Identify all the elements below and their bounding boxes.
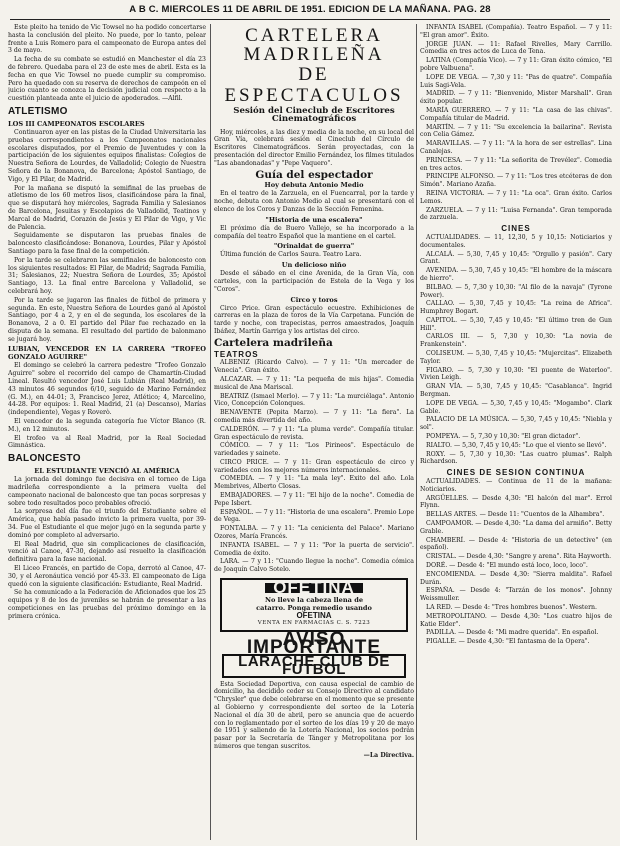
guide-item-text: En el teatro de la Zarzuela, en el Fuencarral, por la tarde y noche, debuta con Antonio Medio al cual se presentará con el elenco de los Coros y Danzas de la Sección Femenina.	[214, 190, 414, 213]
paragraph: Hoy, miércoles, a las diez y media de la noche, en su local del Gran Vía, celebrará sesión el Cineclub del Círculo de Escritores Cinematográficos. Serán proyectadas, con la presentación del director Emilio Fernández, los filmes titulados "Las abandonadas" y "Pepe Vaquero".	[214, 128, 414, 167]
guide-item-heading: Hoy debuta Antonio Medio	[264, 181, 364, 190]
listing-item: MARAVILLAS. — 7 y 11: "A la hora de ser estrellas". Lina Canalejas.	[420, 140, 612, 155]
subheading: LOS III CAMPEONATOS ESCOLARES	[8, 119, 145, 128]
listing-item: CARLOS III. — 5, 7,30 y 10,30: "La novia de Frankenstein".	[420, 333, 612, 349]
listing-item: METROPOLITANO. — Desde 4,30: "Los cuatro hijos de Katie Elder".	[420, 612, 612, 628]
listing-item: FIGARO. — 5, 7,30 y 10,30: "El puente de Waterloo". Vivien Leigh.	[420, 366, 612, 382]
listing-item: ESPAÑOL. — 7 y 11: "Historia de una escalera". Premio Lope de Vega.	[214, 508, 414, 524]
listing-item: AVENIDA. — 5,30, 7,45 y 10,45: "El hombre de la máscara de hierro".	[420, 267, 612, 282]
guide-item-heading: Un delicioso niño	[281, 261, 347, 270]
ad-brand-repeat: OFETINA	[296, 610, 332, 620]
listing-item: BENAVENTE (Pepita Marzo). — 7 y 11: "La fiera". La comedia más divertida del año.	[214, 409, 414, 424]
section-heading-atletismo: ATLETISMO	[8, 105, 68, 117]
listing-item: MADRID. — 7 y 11: "Bienvenido, Mister Marshall". Gran éxito popular.	[420, 90, 612, 106]
ad-brand: OFETINA	[265, 583, 363, 593]
listing-item: ALCAZAR. — 7 y 11: "La pequeña de mis hijas". Comedia musical de Ana Mariscal.	[214, 375, 414, 391]
ad-small-print: VENTA EN FARMACIAS C. S. 7223	[257, 619, 371, 626]
paragraph: El vencedor de la segunda categoría fue Víctor Blanco (R. M.), en 12 minutos.	[8, 418, 206, 433]
listing-item: ESPAÑA. — Desde 4: "Tarzán de los monos". Johnny Weissmuller.	[420, 587, 612, 603]
paragraph: El trofeo va al Real Madrid, por la Real Sociedad Gimnástica.	[8, 434, 206, 450]
listing-item: ARGÜELLES. — Desde 4,30: "El halcón del mar". Errol Flynn.	[420, 494, 612, 510]
listings-heading: Cartelera madrileña	[214, 336, 333, 349]
listing-item: GRAN VÍA. — 5,30, 7,45 y 10,45: "Casablanca". Ingrid Bergman.	[420, 383, 612, 399]
paragraph: Continuaron ayer en las pistas de la Ciudad Universitaria las pruebas correspondientes a los Campeonatos nacionales escolares disputados, por el Premio de Juventudes y con la participación de los siguientes equipos finalistas: Colegios de Nuestra Señora de Lourdes, de Valladolid; Colegio de Nuestra Señora de la Bonanova, de Barcelona; Apóstol Santiago, de Vigo, y El Pilar, de Madrid.	[8, 128, 206, 183]
listing-item: PRINCESA. — 7 y 11: "La señorita de Trevélez". Comedia en tres actos.	[420, 156, 612, 172]
ad-line: No lleve la cabeza llena de	[264, 595, 364, 604]
guide-item-heading: "Historia de una escalera"	[265, 215, 363, 224]
ofetina-advertisement	[220, 578, 408, 632]
ad-line: catarro. Ponga remedio usando	[256, 603, 372, 612]
paragraph: El Real Madrid, que sin complicaciones de clasificación, venció al Canoe, 47-30, dejando así resuelto la clasificación definitiva para la fase nacional.	[8, 540, 206, 564]
column-divider-2	[416, 24, 417, 840]
listing-item: ALBENIZ (Ricardo Calvo). — 7 y 11: "Un mercader de Venecia". Gran éxito.	[214, 359, 414, 375]
notice-signature: —La Directiva.	[363, 751, 414, 759]
listing-item: BEATRIZ (Ismael Merlo). — 7 y 11: "La murciélaga". Antonio Vico, Concepción Colonques.	[214, 392, 414, 408]
paragraph: La fecha de su combate se estudió en Manchester el día 23 de febrero. Quedaba para el 23 de este mes de abril. Esta es la fecha en que Vic Towsel no puede cumplir su compromiso. Pero ha quedado con su reserva de derechos de campeón en el juicio cuanto se conozca la decisión judicial con respecto a la cuestión planteada ante el juicio de apoderados. —Alfil.	[8, 56, 206, 103]
page-title-line-1: CARTELERA MADRILEÑA	[243, 25, 385, 65]
listing-item: COMEDIA. — 7 y 11: "La mala ley". Exito del año. Lola Membrives, Alberto Closas.	[214, 475, 414, 491]
guide-item-heading: "Orinaldat de guerra"	[273, 242, 355, 251]
listing-item: CALLAO. — 5,30, 7,45 y 10,45: "La reina de Africa". Humphrey Bogart.	[420, 300, 612, 316]
guide-item-text: Desde el sábado en el cine Avenida, de la Gran Vía, con carteles, con la participación de Estela de la Vega y los "Coros".	[214, 270, 414, 293]
listing-item: POMPEYA. — 5, 7,30 y 10,30: "El gran dictador".	[426, 433, 581, 441]
notice-text: Esta Sociedad Deportiva, con causa especial de cambio de domicilio, ha decidido ceder su Consejo Directivo al candidato "Chrysler" que debe celebrarse en el momento que se presente al Gobierno y correspondiente del sorteo de la Lotería Nacional el día 30 de abril, pero se anuncia que de acuerdo con lo reglamentado por el sorteo de los días 19 y 20 de mayo de 1951 y saliendo de la Lotería Nacional, los socios podrán pasar por la Secretaría de Tánger y Metropolitana por los números que tengan suscritos.	[214, 680, 414, 750]
listing-item: ACTUALIDADES. — 11, 12,30, 5 y 10,15: Noticiarios y documentales.	[420, 233, 612, 249]
paragraph: Seguidamente se disputaron las pruebas finales de baloncesto clasificándose: Bonanova, Lourdes, Pilar y Apóstol Santiago para la fase final de la competición.	[8, 232, 206, 255]
listing-item: LOPE DE VEGA. — 5,30, 7,45 y 10,45: "Mogambo". Clark Gable.	[420, 399, 612, 415]
guide-item-text: Última función de Carlos Saura. Teatro Lara.	[220, 251, 362, 259]
listing-item: ALCALÁ. — 5,30, 7,45 y 10,45: "Orgullo y pasión". Cary Grant.	[420, 250, 612, 266]
listing-item: ENCOMIENDA. — Desde 4,30: "Sierra maldita". Rafael Durán.	[420, 570, 612, 586]
cineclub-heading: Sesión del Cineclub de Escritores Cinematográficos	[233, 106, 395, 124]
listing-item: PADILLA. — Desde 4: "Mi madre querida". En español.	[426, 629, 599, 637]
guide-heading: Guía del espectador	[255, 168, 373, 181]
listing-item: INFANTA ISABEL. — 7 y 11: "Por la puerta de servicio". Comedia de éxito.	[214, 541, 414, 557]
paragraph: Se ha comunicado a la Federación de Aficionados que los 25 equipos y 8 de los de juveniles se habrán de presentar a las competiciones en las pruebas del próximo domingo en la primera crónica.	[8, 589, 206, 620]
column-sports	[8, 24, 206, 842]
continuous-cinemas-label: CINES DE SESION CONTINUA	[446, 468, 586, 478]
guide-item-text: El próximo día de Buero Vallejo, se ha incorporado a la compañía del teatro Español que la mantiene en el cartel.	[214, 224, 414, 240]
column-divider-1	[210, 24, 211, 840]
listing-item: CIRCO PRICE. — 7 y 11: Gran espectáculo de circo y variedades con los mejores números internacionales.	[214, 458, 414, 474]
paragraph: Este pleito ha tenido de Vic Towsel no ha podido concertarse hasta la conclusión del pleito. No puede, por lo tanto, pelear frente a Luis Romero para el campeonato de Europa antes del 3 de mayo.	[8, 24, 206, 55]
listing-item: REINA VICTORIA. — 7 y 11: "La oca". Gran éxito. Carlos Lemos.	[420, 189, 612, 205]
listing-item: JORGE JUAN. — 11: Rafael Rivelles, Mary Carrillo. Comedia en tres actos de Luca de Tena.	[420, 40, 612, 56]
listing-item: CAPITOL. — 5,30, 7,45 y 10,45: "El último tren de Gun Hill".	[420, 316, 612, 332]
paragraph: La sorpresa del día fue el triunfo del Estudiante sobre el América, que había pasado invicto la primera vuelta, por 39-34. Fue el Estudiante el que mejor jugó en la segunda parte y dominó por completo al adversario.	[8, 508, 206, 539]
listing-item: CHAMBERÍ. — Desde 4: "Historia de un detective" (en español).	[420, 536, 612, 552]
column-listings	[420, 24, 612, 842]
listing-item: INFANTA ISABEL (Compañía). Teatro Español. — 7 y 11: "El gran amor". Éxito.	[420, 24, 612, 39]
listing-item: MARTÍN. — 7 y 11: "Su excelencia la bailarina". Revista con Celia Gámez.	[420, 123, 612, 139]
cinemas-label: CINES	[501, 224, 531, 234]
listing-item: LARA. — 7 y 11: "Cuando llegue la noche". Comedia cómica de Joaquín Calvo Sotelo.	[214, 558, 414, 574]
listing-item: PIGALLE. — Desde 4,30: "El fantasma de la Opera".	[426, 638, 590, 646]
subheading: EL ESTUDIANTE VENCIÓ AL AMÉRICA	[34, 467, 180, 476]
listing-item: ROXY. — 5, 7,30 y 10,30: "Las cuatro plumas". Ralph Richardson.	[420, 450, 612, 466]
listing-item: LA RED. — Desde 4: "Tres hombres buenos". Western.	[426, 603, 597, 611]
paragraph: El Liceo Francés, en partido de Copa, derrotó al Canoe, 47-30, y el Aeronáutica venció por 45-33. El campeonato de Liga quedó con la siguiente clasificación: Estudiante, Real Madrid.	[8, 565, 206, 588]
listing-item: CAMPOAMOR. — Desde 4,30: "La dama del armiño". Betty Grable.	[420, 520, 612, 535]
listing-item: PALACIO DE LA MÚSICA. — 5,30, 7,45 y 10,45: "Niebla y sol".	[420, 416, 612, 432]
listing-item: MARÍA GUERRERO. — 7 y 11: "La casa de las chivas". Compañía titular de Madrid.	[420, 106, 612, 122]
subheading: LUBIAN, VENCEDOR EN LA CARRERA "TROFEO GONZALO AGUIRRE"	[8, 345, 206, 362]
page-title-line-2: DE ESPECTACULOS	[224, 64, 404, 106]
listing-item: COLISEUM. — 5,30, 7,45 y 10,45: "Mujercitas". Elizabeth Taylor.	[420, 350, 612, 365]
listing-item: CÓMICO. — 7 y 11: "Los Pirineos". Espectáculo de variedades y sainete.	[214, 442, 414, 458]
listing-item: EMBAJADORES. — 7 y 11: "El hijo de la noche". Comedia de Pepe Isbert.	[214, 492, 414, 507]
listing-item: DORÉ. — Desde 4: "El mundo está loco, loco, loco".	[426, 562, 588, 569]
listing-item: LOPE DE VEGA. — 7,30 y 11: "Pas de quatre". Compañía Luis Sagi-Vela.	[420, 73, 612, 89]
running-head: A B C. MIERCOLES 11 DE ABRIL DE 1951. EDICION DE LA MAÑANA. PAG. 28	[129, 4, 491, 15]
listing-item: BELLAS ARTES. — Desde 11: "Cuentos de la Alhambra".	[426, 511, 605, 519]
paragraph: Por la tarde se celebraron las semifinales de baloncesto con los siguientes resultados: El Pilar, de Madrid; Sagrada Familia, 31; Salesianos, 22; Nuestra Señora de Lourdes, 35; Apóstol Santiago, 13. La final entre Barcelona y Valladolid, se celebrará hoy.	[8, 256, 206, 295]
listing-item: ZARZUELA. — 7 y 11: "Luisa Fernanda". Gran temporada de zarzuela.	[420, 206, 612, 222]
club-name-banner: LARACHE CLUB DE FUTBOL	[222, 654, 406, 678]
listing-item: CALDERÓN. — 7 y 11: "La pluma verde". Compañía titular. Gran espectáculo de revista.	[214, 425, 414, 441]
listing-item: BILBAO. — 5, 7,30 y 10,30: "Al filo de la navaja" (Tyrone Power).	[420, 283, 612, 299]
guide-item-text: Circo Price. Gran espectáculo ecuestre. Exhibiciones de carreras en la plaza de toros de la Vía Carpetana. Función de tarde y noche, con trapecistas, perros amaestrados, Joaquín Ibáñez, Martín Garriga y los artistas del circo.	[214, 304, 414, 335]
paragraph: Por la mañana se disputó la semifinal de las pruebas de atletismo de los 60 metros lisos, clasificándose para la final, que se disputará hoy miércoles, Sagrada Familia y Salesianos de Barcelona, Jesuitas y Escolapios de Valladolid, Teatinos y Marcal de Madrid, Corazón de Jesús y El Pilar de Vigo, y Vic de Palencia.	[8, 184, 206, 231]
paragraph: El domingo se celebró la carrera pedestre "Trofeo Gonzalo Aguirre" sobre el recorrido del campo de Chamartín-Ciudad Lineal. Resultó vencedor José Luis Lubián (Real Madrid), en 43 minutos 46 segundos 6/10, seguido de Marino Fernández (G. M.), en 44-01; 3, Francisco Jerez, Atlético; 4, Marcelino, 44-28. Por equipos: 1. Real Madrid, 21 (a) Descanso), Marías (independiente), Vegas y Roverò.	[8, 362, 206, 417]
listing-item: RIALTO. — 5,30, 7,45 y 10,45: "Lo que el viento se llevó".	[426, 441, 607, 449]
theatres-label: TEATROS	[214, 349, 259, 359]
section-heading-baloncesto: BALONCESTO	[8, 453, 81, 465]
column-cartelera	[214, 24, 414, 842]
paragraph: Por la tarde se jugaron las finales de fútbol de primera y segunda. En este, Nuestra Señora de Lourdes ganó al Apóstol Santiago, por 4 a 2, y en el de segunda, los escolares de la Bonanova, 2 a 0. El partido del Pilar fue rechazado en la disputa de la semana. El resultado del partido de balonmano se jugará hoy.	[8, 296, 206, 343]
listing-item: PRINCIPE ALFONSO. — 7 y 11: "Los tres etcéteras de don Simón". Mariano Azaña.	[420, 173, 612, 189]
listing-item: CRISTAL. — Desde 4,30: "Sangre y arena". Rita Hayworth.	[426, 553, 612, 561]
top-rule	[10, 19, 610, 20]
notice-heading: AVISO IMPORTANTE	[246, 629, 382, 659]
listing-item: ACTUALIDADES. — Continua de 11 de la mañana: Noticiarios.	[420, 478, 612, 493]
guide-item-heading: Circo y toros	[290, 295, 338, 304]
listing-item: FONTALBA. — 7 y 11: "La cenicienta del Palace". Mariano Ozores, María Francés.	[214, 525, 414, 541]
listing-item: LATINA (Compañía Vico). — 7 y 11: Gran éxito cómico, "El pobre Valbuena".	[420, 57, 612, 72]
paragraph: La jornada del domingo fue decisiva en el torneo de Liga madrileña correspondiente a la primera vuelta del campeonato nacional de baloncesto que tan pocas sorpresas y sobre todo resultados poco probables ofreció.	[8, 476, 206, 507]
